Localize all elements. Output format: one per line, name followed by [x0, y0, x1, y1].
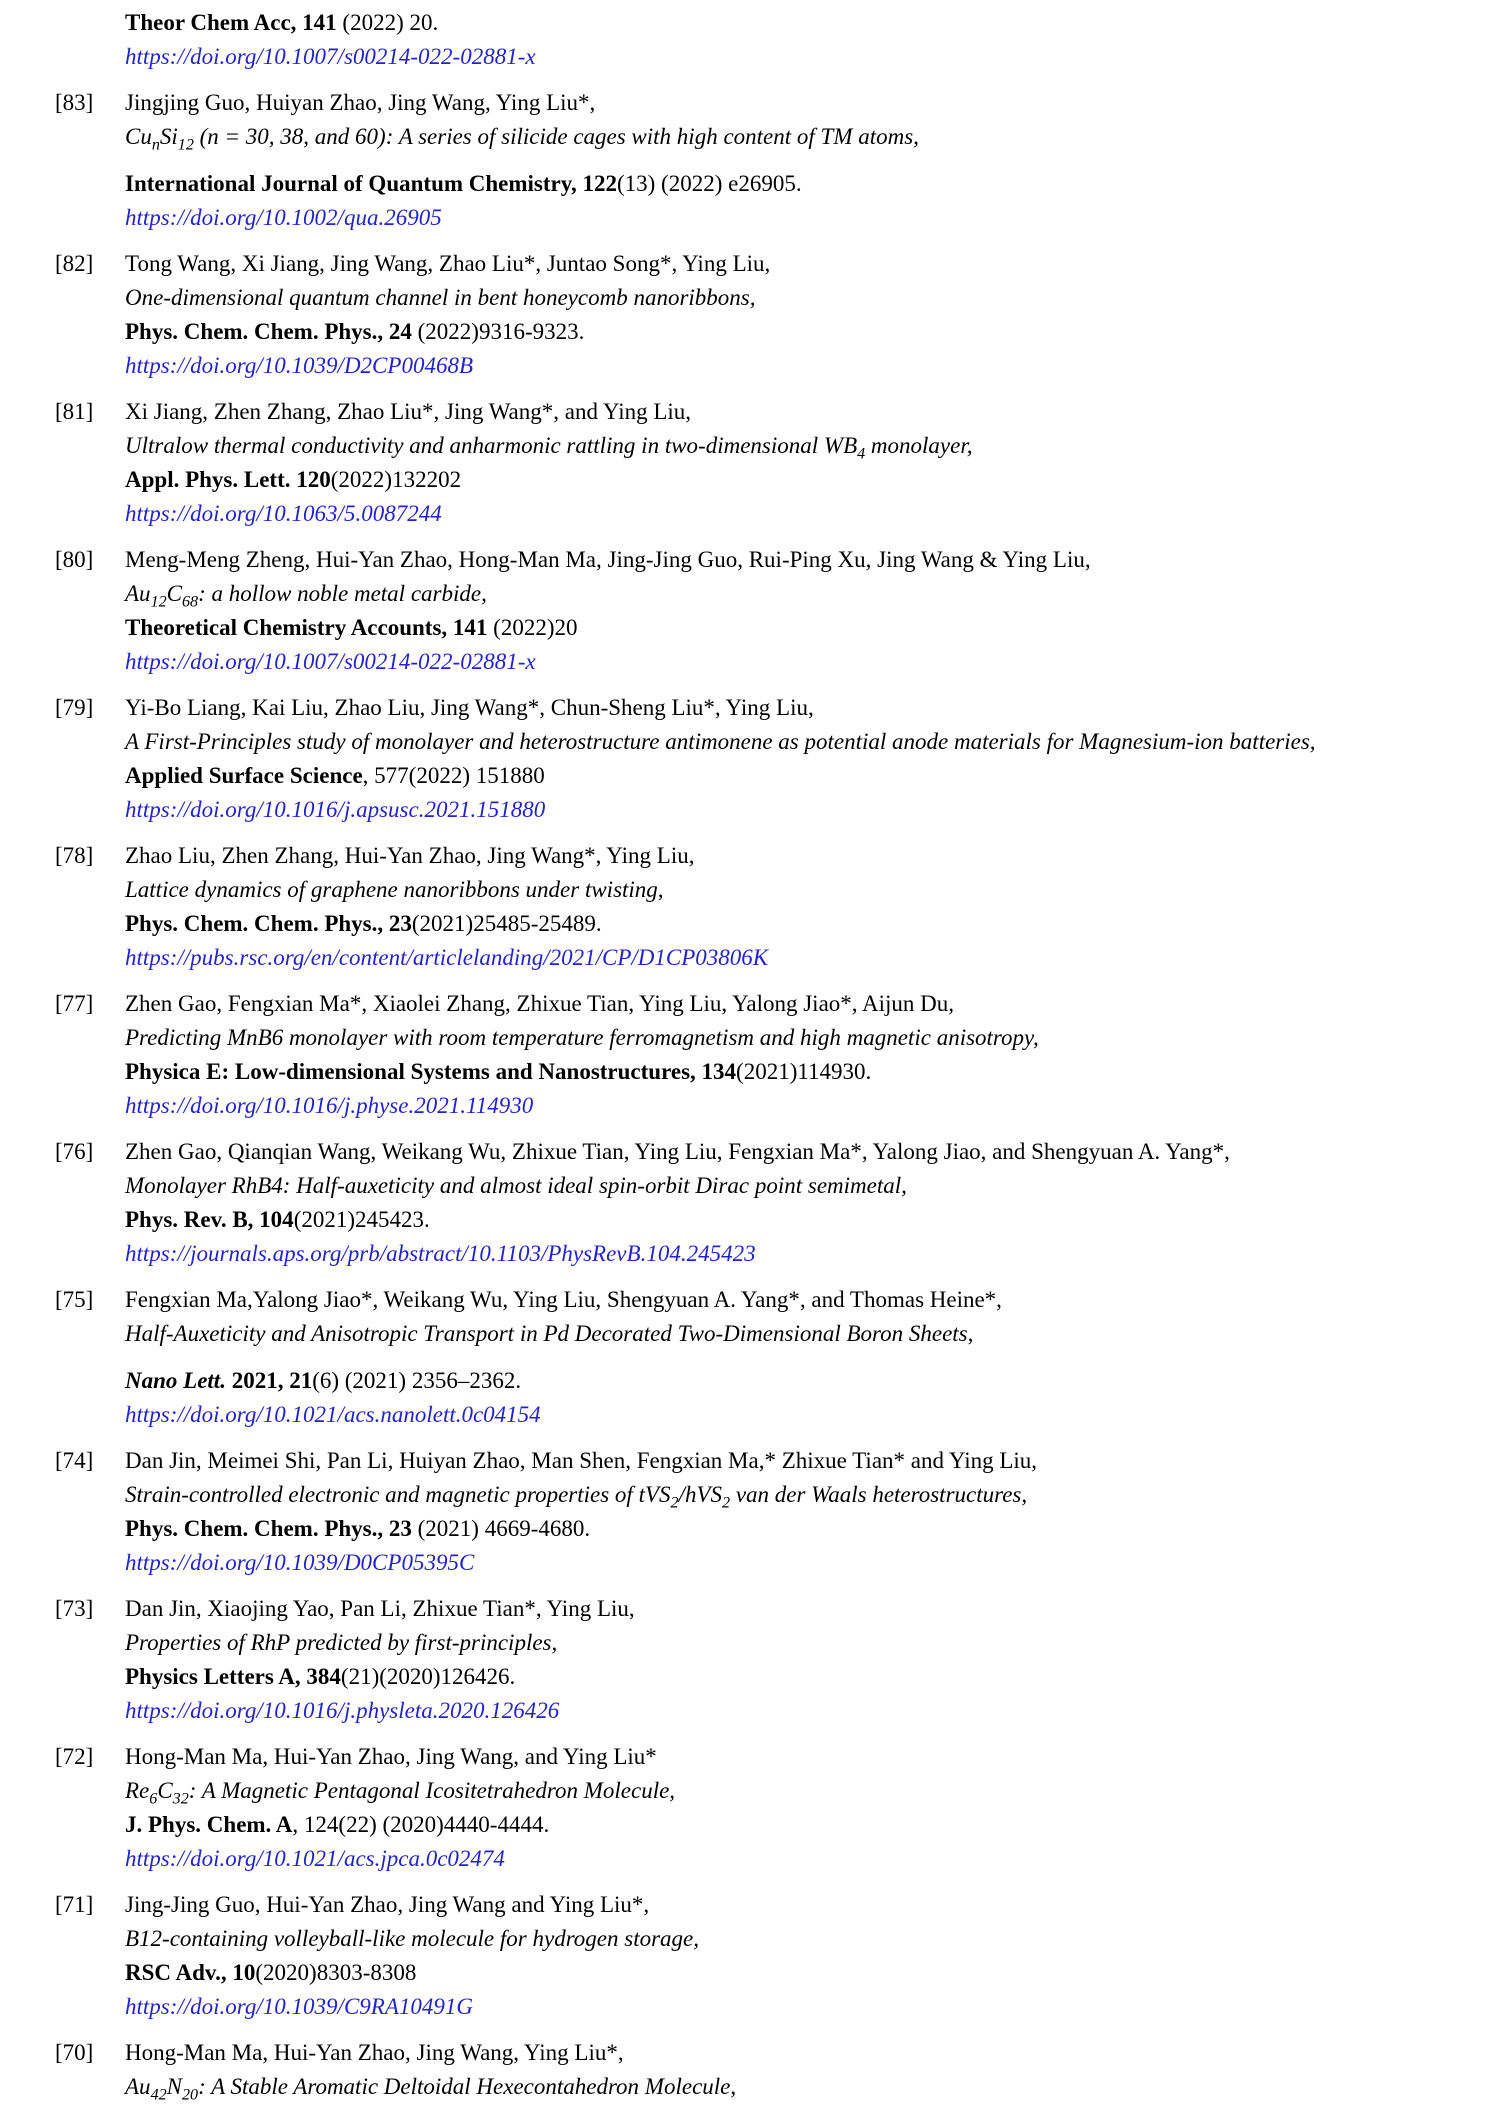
text-segment: 2021, 21 [231, 1368, 313, 1393]
doi-link[interactable]: https://doi.org/10.1002/qua.26905 [125, 205, 442, 230]
entry-content [125, 1283, 1500, 1432]
authors-line: Zhen Gao, Qianqian Wang, Weikang Wu, Zhixue Tian, Ying Liu, Fengxian Ma*, Yalong Jiao, and Shengyuan A. Yang*, [125, 1139, 1230, 1164]
text-segment: (6) (2021) 2356–2362. [312, 1368, 522, 1393]
title-line [125, 725, 1500, 759]
title-line [125, 1478, 1500, 1512]
text-segment: RSC Adv., 10 [125, 1960, 256, 1985]
authors-line: Tong Wang, Xi Jiang, Jing Wang, Zhao Liu*, Juntao Song*, Ying Liu, [125, 251, 771, 276]
title-line [125, 120, 1500, 154]
doi-link[interactable]: https://doi.org/10.1016/j.physleta.2020.126426 [125, 1698, 560, 1723]
publication-entry [0, 1592, 1500, 1728]
link-line [125, 1842, 1500, 1876]
authors-line: Dan Jin, Xiaojing Yao, Pan Li, Zhixue Tian*, Ying Liu, [125, 1596, 635, 1621]
text-segment: (2021)114930. [736, 1059, 872, 1084]
text-segment: Appl. Phys. Lett. 120 [125, 467, 331, 492]
link-line [125, 793, 1500, 827]
entry-content [125, 1444, 1500, 1580]
entry-number: [81] [55, 399, 94, 424]
text-segment: Theoretical Chemistry Accounts, 141 [125, 615, 488, 640]
entry-number: [71] [55, 1892, 94, 1917]
text-segment: : A Stable Aromatic Deltoidal Hexecontahedron Molecule, [198, 2074, 737, 2099]
title-line [125, 873, 1500, 907]
link-line [125, 941, 1500, 975]
entry-number: [72] [55, 1744, 94, 1769]
text-segment: (2021)25485-25489. [411, 911, 602, 936]
text-segment: Lattice dynamics of graphene nanoribbons under twisting, [125, 877, 664, 902]
publication-entry [0, 839, 1500, 975]
text-segment: : a hollow noble metal carbide, [198, 581, 487, 606]
text-segment: B12-containing volleyball-like molecule for hydrogen storage, [125, 1926, 700, 1951]
entry-content [125, 691, 1500, 827]
text-segment: Phys. Chem. Chem. Phys., 24 [125, 319, 412, 344]
entry-number: [77] [55, 991, 94, 1016]
text-segment: (13) (2022) e26905. [616, 171, 802, 196]
journal-line [125, 315, 1500, 349]
title-line [125, 1317, 1500, 1351]
doi-link[interactable]: https://doi.org/10.1039/D0CP05395C [125, 1550, 475, 1575]
link-line [125, 1398, 1500, 1432]
doi-link[interactable]: https://doi.org/10.1007/s00214-022-02881-x [125, 649, 536, 674]
publication-entry [0, 987, 1500, 1123]
doi-link[interactable]: https://doi.org/10.1016/j.physe.2021.114930 [125, 1093, 534, 1118]
text-segment: , 124(22) (2020)4440-4444. [292, 1812, 550, 1837]
publication-entry [0, 1135, 1500, 1271]
text-segment: /hVS [678, 1482, 723, 1507]
journal-line [125, 759, 1500, 793]
title-line [125, 1021, 1500, 1055]
text-segment: Phys. Chem. Chem. Phys., 23 [125, 1516, 412, 1541]
journal-line [125, 1808, 1500, 1842]
entry-number: [76] [55, 1139, 94, 1164]
text-segment: Re [125, 1778, 150, 1803]
text-segment: (2022) 20. [336, 10, 439, 35]
text-segment: Si [159, 124, 178, 149]
link-line [125, 1694, 1500, 1728]
text-segment: Theor Chem Acc, 141 [125, 10, 337, 35]
text-segment: Phys. Chem. Chem. Phys., 23 [125, 911, 412, 936]
link-line [125, 645, 1500, 679]
text-segment: Au [125, 581, 151, 606]
text-segment: C [157, 1778, 173, 1803]
publication-entry [0, 6, 1500, 74]
text-segment: Physica E: Low-dimensional Systems and Nanostructures, 134 [125, 1059, 737, 1084]
text-segment: Phys. Rev. B, 104 [125, 1207, 294, 1232]
link-line [125, 1990, 1500, 2024]
text-segment: (2022)20 [487, 615, 578, 640]
text-segment: Predicting MnB6 monolayer with room temperature ferromagnetism and high magnetic anisotropy, [125, 1025, 1039, 1050]
link-line [125, 497, 1500, 531]
text-segment: 6 [149, 1790, 158, 1808]
entry-number: [78] [55, 843, 94, 868]
doi-link[interactable]: https://doi.org/10.1063/5.0087244 [125, 501, 442, 526]
text-segment: (2022)132202 [330, 467, 462, 492]
link-line [125, 201, 1500, 235]
text-segment: N [166, 2074, 182, 2099]
title-line [125, 1922, 1500, 1956]
text-segment: 12 [177, 136, 194, 154]
entry-number: [73] [55, 1596, 94, 1621]
text-segment: Physics Letters A, 384 [125, 1664, 341, 1689]
text-segment: Au [125, 2074, 151, 2099]
text-segment: 68 [182, 593, 199, 611]
authors-line: Jing-Jing Guo, Hui-Yan Zhao, Jing Wang and Ying Liu*, [125, 1892, 650, 1917]
text-segment: Applied Surface Science [125, 763, 363, 788]
link-line [125, 1546, 1500, 1580]
text-segment: J. Phys. Chem. A [125, 1812, 293, 1837]
authors-line: Meng-Meng Zheng, Hui-Yan Zhao, Hong-Man Ma, Jing-Jing Guo, Rui-Ping Xu, Jing Wang & Ying Liu, [125, 547, 1091, 572]
entry-content [125, 395, 1500, 531]
link-line [125, 1089, 1500, 1123]
entry-content [125, 247, 1500, 383]
title-line [125, 577, 1500, 611]
text-segment: 2 [670, 1494, 679, 1512]
text-segment: (2021)245423. [293, 1207, 430, 1232]
entry-content [125, 987, 1500, 1123]
publication-entry [0, 1444, 1500, 1580]
journal-line [125, 463, 1500, 497]
text-segment: 12 [150, 593, 167, 611]
title-line [125, 1626, 1500, 1660]
journal-line [125, 1660, 1500, 1694]
publication-entry [0, 247, 1500, 383]
authors-line: Hong-Man Ma, Hui-Yan Zhao, Jing Wang, and Ying Liu* [125, 1744, 657, 1769]
text-segment: n [151, 136, 160, 154]
entry-number: [83] [55, 90, 94, 115]
entry-number: [70] [55, 2040, 94, 2065]
entry-content [125, 1592, 1500, 1728]
publication-entry [0, 543, 1500, 679]
text-segment: (2022)9316-9323. [411, 319, 585, 344]
entry-content [125, 6, 1500, 74]
text-segment: Monolayer RhB4: Half-auxeticity and almost ideal spin-orbit Dirac point semimetal, [125, 1173, 907, 1198]
entry-content [125, 86, 1500, 235]
text-segment: (21)(2020)126426. [340, 1664, 516, 1689]
entry-content [125, 1135, 1500, 1271]
doi-link[interactable]: https://pubs.rsc.org/en/content/articlelanding/2021/CP/D1CP03806K [125, 945, 769, 970]
entry-number: [74] [55, 1448, 94, 1473]
text-segment: Half-Auxeticity and Anisotropic Transport in Pd Decorated Two-Dimensional Boron Sheets, [125, 1321, 974, 1346]
entry-number: [75] [55, 1287, 94, 1312]
publication-entry [0, 395, 1500, 531]
authors-line: Dan Jin, Meimei Shi, Pan Li, Huiyan Zhao, Man Shen, Fengxian Ma,* Zhixue Tian* and Ying Liu, [125, 1448, 1038, 1473]
entry-content [125, 2036, 1500, 2104]
publication-entry [0, 2036, 1500, 2104]
journal-line [125, 611, 1500, 645]
authors-line: Zhao Liu, Zhen Zhang, Hui-Yan Zhao, Jing Wang*, Ying Liu, [125, 843, 695, 868]
text-segment: C [166, 581, 182, 606]
journal-line [125, 907, 1500, 941]
text-segment: 42 [150, 2086, 167, 2104]
authors-line: Yi-Bo Liang, Kai Liu, Zhao Liu, Jing Wang*, Chun-Sheng Liu*, Ying Liu, [125, 695, 814, 720]
text-segment: van der Waals heterostructures, [730, 1482, 1028, 1507]
text-segment: (2021) 4669-4680. [411, 1516, 591, 1541]
publication-entry [0, 691, 1500, 827]
doi-link[interactable]: https://doi.org/10.1039/C9RA10491G [125, 1994, 473, 2019]
text-segment: (n = 30, 38, and 60): A series of silicide cages with high content of TM atoms, [193, 124, 919, 149]
publication-entry [0, 86, 1500, 235]
text-segment: Strain-controlled electronic and magnetic properties of tVS [125, 1482, 671, 1507]
entry-content [125, 839, 1500, 975]
text-segment: Nano Lett. [125, 1368, 232, 1393]
text-segment: 2 [722, 1494, 731, 1512]
doi-link[interactable]: https://doi.org/10.1021/acs.nanolett.0c04154 [125, 1402, 541, 1427]
entry-content [125, 543, 1500, 679]
text-segment: One-dimensional quantum channel in bent honeycomb nanoribbons, [125, 285, 756, 310]
journal-line [125, 1956, 1500, 1990]
doi-link[interactable]: https://doi.org/10.1007/s00214-022-02881-x [125, 44, 536, 69]
text-segment: International Journal of Quantum Chemistry, 122 [125, 171, 617, 196]
doi-link[interactable]: https://doi.org/10.1039/D2CP00468B [125, 353, 473, 378]
doi-link[interactable]: https://journals.aps.org/prb/abstract/10.1103/PhysRevB.104.245423 [125, 1241, 756, 1266]
doi-link[interactable]: https://doi.org/10.1021/acs.jpca.0c02474 [125, 1846, 505, 1871]
journal-line [125, 167, 1500, 201]
text-segment: Properties of RhP predicted by first-principles, [125, 1630, 558, 1655]
title-line [125, 1169, 1500, 1203]
journal-line [125, 6, 1500, 40]
authors-line: Jingjing Guo, Huiyan Zhao, Jing Wang, Ying Liu*, [125, 90, 596, 115]
text-segment: Cu [125, 124, 152, 149]
publication-entry [0, 1740, 1500, 1876]
text-segment: , 577(2022) 151880 [362, 763, 545, 788]
journal-line [125, 1203, 1500, 1237]
journal-line [125, 1364, 1500, 1398]
title-line [125, 2070, 1500, 2104]
entry-number: [82] [55, 251, 94, 276]
link-line [125, 40, 1500, 74]
title-line [125, 429, 1500, 463]
authors-line: Hong-Man Ma, Hui-Yan Zhao, Jing Wang, Ying Liu*, [125, 2040, 624, 2065]
link-line [125, 349, 1500, 383]
text-segment: 32 [172, 1790, 189, 1808]
text-segment: 20 [182, 2086, 199, 2104]
authors-line: Xi Jiang, Zhen Zhang, Zhao Liu*, Jing Wang*, and Ying Liu, [125, 399, 692, 424]
entry-number: [80] [55, 547, 94, 572]
text-segment: (2020)8303-8308 [255, 1960, 417, 1985]
journal-line [125, 1512, 1500, 1546]
text-segment: : A Magnetic Pentagonal Icositetrahedron Molecule, [188, 1778, 676, 1803]
text-segment: monolayer, [865, 433, 973, 458]
authors-line: Zhen Gao, Fengxian Ma*, Xiaolei Zhang, Zhixue Tian, Ying Liu, Yalong Jiao*, Aijun Du, [125, 991, 955, 1016]
link-line [125, 1237, 1500, 1271]
journal-line [125, 1055, 1500, 1089]
text-segment: 4 [857, 445, 866, 463]
text-segment: Ultralow thermal conductivity and anharmonic rattling in two-dimensional WB [125, 433, 858, 458]
authors-line: Fengxian Ma,Yalong Jiao*, Weikang Wu, Ying Liu, Shengyuan A. Yang*, and Thomas Heine*, [125, 1287, 1002, 1312]
publication-entry [0, 1283, 1500, 1432]
title-line [125, 281, 1500, 315]
entry-number: [79] [55, 695, 94, 720]
entry-content [125, 1888, 1500, 2024]
entry-content [125, 1740, 1500, 1876]
text-segment: A First-Principles study of monolayer and heterostructure antimonene as potential anode materials for Magnesium-ion batteries, [125, 729, 1316, 754]
publication-entry [0, 1888, 1500, 2024]
doi-link[interactable]: https://doi.org/10.1016/j.apsusc.2021.151880 [125, 797, 546, 822]
title-line [125, 1774, 1500, 1808]
entry-number [55, 6, 125, 74]
